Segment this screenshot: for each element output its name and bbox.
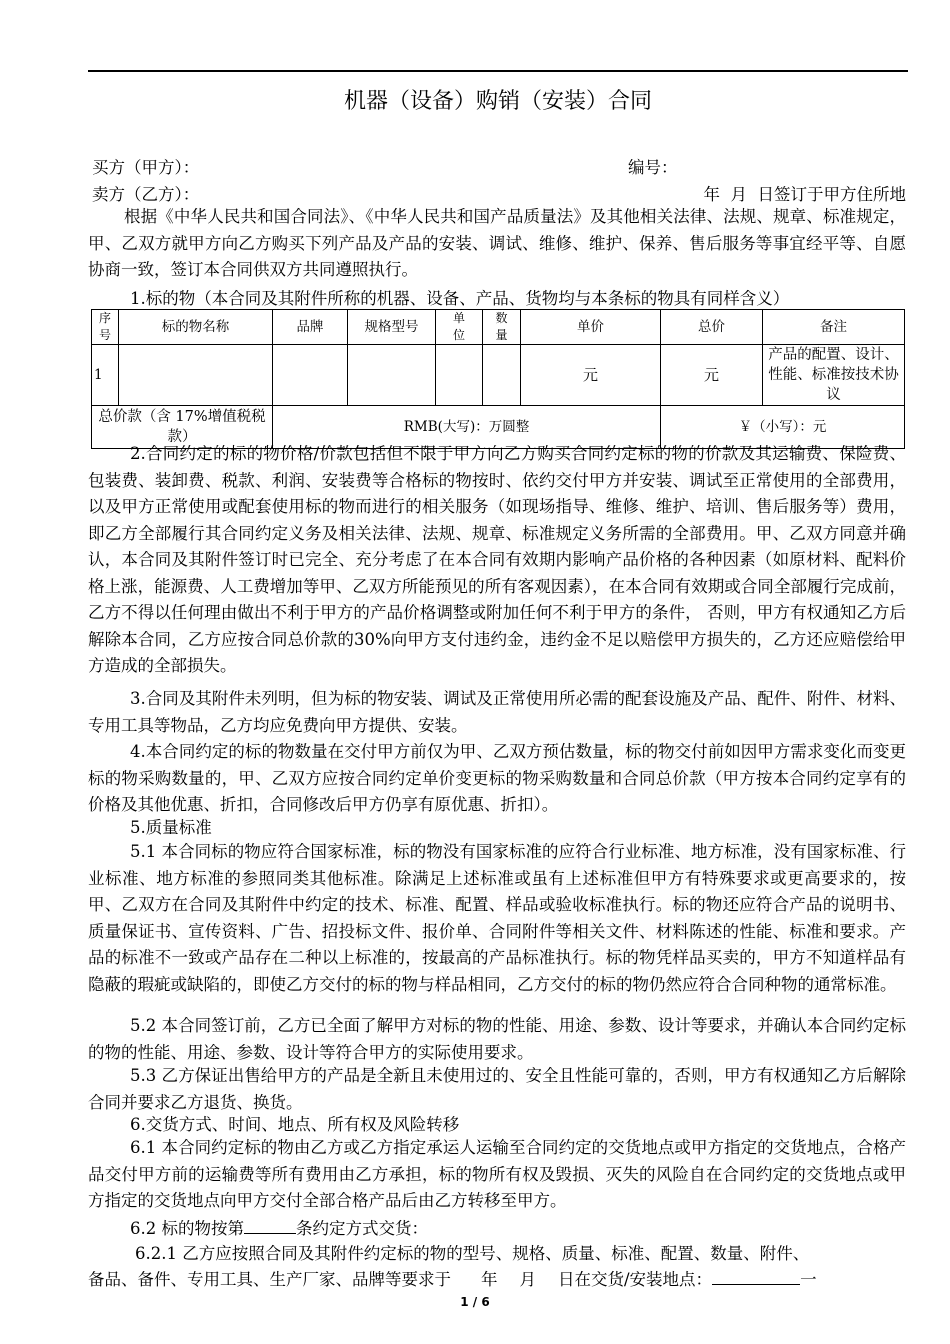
header-name: 标的物名称 (119, 310, 273, 345)
document-title: 机器（设备）购销（安装）合同 (343, 89, 652, 114)
page-number: 1 / 6 (460, 1295, 490, 1309)
row-remark: 产品的配置、设计、性能、标准按技术协议 (763, 345, 905, 406)
section-6-2-1-text-a: 备品、备件、专用工具、生产厂家、品牌等要求于 (88, 1270, 451, 1289)
header-price: 单价 (521, 310, 661, 345)
section-6-2-text-b: 条约定方式交货： (296, 1219, 428, 1238)
signing-info: 年 月 日签订于甲方住所地 (703, 185, 906, 204)
total-upper: RMB(大写)：万圆整 (273, 406, 661, 449)
section-2-paragraph: 2.合同约定的标的物价格/价款包括但不限于甲方向乙方购买合同约定标的物的价款及其运输费、保险费、包装费、装卸费、税款、利润、安装费等合格标的物按时、依约交付甲方并安装、调试至正常使用的全部费用，以及甲方正常使用或配套使用标的物而进行的相关服务（如现场指导、维修、维护、培训、售后服务等）费用，即乙方全部履行其合同约定义务及相关法律、法规、规章、标准规定义务所需的全部费用。甲、乙双方同意并确认，本合同及其附件签订时已完全、充分考虑了在本合同有效期内影响产品价格的各种因素（如原材料、配料价格上涨，能源费、人工费增加等甲、乙双方所能预见的所有客观因素），在本合同有效期或合同全部履行完成前，乙方不得以任何理由做出不利于甲方的产品价格调整或附加任何不利于甲方的条件， 否则，甲方有权通知乙方后解除本合同，乙方应按合同总价款的30%向甲方支付违约金，违约金不足以赔偿甲方损失的，乙方还应赔偿给甲方造成的全部损失。 (88, 444, 906, 675)
row-qty (483, 345, 521, 406)
header-qty: 数量 (483, 310, 521, 345)
row-price: 元 (521, 345, 661, 406)
section-6-2-line (130, 1215, 428, 1239)
delivery-location-blank (712, 1268, 800, 1285)
section-3-paragraph: 3.合同及其附件未列明，但为标的物安装、调试及正常使用所必需的配套设施及产品、配件、附件、材料、专用工具等物品，乙方均应免费向甲方提供、安装。 (88, 689, 906, 735)
row-model (348, 345, 436, 406)
row-brand (273, 345, 348, 406)
total-label: 总价款（含 17%增值税税款） (92, 406, 273, 449)
section-5-3-paragraph: 5.3 乙方保证出售给甲方的产品是全新且未使用过的、安全且性能可靠的，否则，甲方有权通知乙方后解除合同并要求乙方退货、换货。 (88, 1066, 906, 1112)
header-brand: 品牌 (273, 310, 348, 345)
section-5-1-paragraph: 5.1 本合同标的物应符合国家标准，标的物没有国家标准的应符合行业标准、地方标准，没有国家标准、行业标准、地方标准的参照同类其他标准。除满足上述标准或虽有上述标准但甲方有特殊要求或更高要求的，按甲、乙双方在合同及其附件中约定的技术、标准、配置、样品或验收标准执行。标的物还应符合产品的说明书、质量保证书、宣传资料、广告、招投标文件、报价单、合同附件等相关文件、材料陈述的性能、标准和要求。产品的标准不一致或产品存在二种以上标准的，按最高的产品标准执行。标的物凭样品买卖的，甲方不知道样品有隐蔽的瑕疵或缺陷的，即使乙方交付的标的物与样品相同，乙方交付的标的物仍然应符合合同种物的通常标准。 (88, 842, 906, 994)
header-rule (88, 70, 908, 72)
row-name (119, 345, 273, 406)
seller-label: 卖方（乙方）： (92, 185, 200, 204)
buyer-label: 买方（甲方）： (92, 158, 200, 177)
header-no: 序号 (92, 310, 119, 345)
section-6-2-1-year: 年 (481, 1270, 498, 1289)
contract-number-label: 编号： (628, 158, 678, 177)
section-6-heading: 6.交货方式、时间、地点、所有权及风险转移 (130, 1115, 460, 1134)
section-4-paragraph: 4.本合同约定的标的物数量在交付甲方前仅为甲、乙双方预估数量，标的物交付前如因甲方需求变化而变更标的物采购数量的，甲、乙双方应按合同约定单价变更标的物采购数量和合同总价款（甲方按本合同约定享有的价格及其他优惠、折扣，合同修改后甲方仍享有原优惠、折扣）。 (88, 742, 906, 814)
delivery-clause-blank (244, 1217, 296, 1234)
header-model: 规格型号 (348, 310, 436, 345)
row-total: 元 (661, 345, 763, 406)
section-1-heading: 1.标的物（本合同及其附件所称的机器、设备、产品、货物均与本条标的物具有同样含义） (130, 289, 790, 308)
section-6-2-1-day-location: 日在交货/安装地点： (558, 1270, 713, 1289)
intro-paragraph: 根据《中华人民共和国合同法》、《中华人民共和国产品质量法》及其他相关法律、法规、规章、标准规定，甲、乙双方就甲方向乙方购买下列产品及产品的安装、调试、维修、维护、保养、售后服务等事宜经平等、自愿协商一致，签订本合同供双方共同遵照执行。 (88, 207, 906, 279)
table-row (92, 345, 905, 406)
header-remark: 备注 (763, 310, 905, 345)
section-6-2-1-month: 月 (519, 1270, 536, 1289)
header-unit: 单位 (436, 310, 483, 345)
section-6-2-1-line1: 6.2.1 乙方应按照合同及其附件约定标的物的型号、规格、质量、标准、配置、数量、附件、 (135, 1244, 810, 1263)
section-5-2-paragraph: 5.2 本合同签订前，乙方已全面了解甲方对标的物的性能、用途、参数、设计等要求，并确认本合同约定标的物的性能、用途、参数、设计等符合甲方的实际使用要求。 (88, 1016, 906, 1062)
items-table (91, 309, 905, 449)
header-total: 总价 (661, 310, 763, 345)
section-6-1-paragraph: 6.1 本合同约定标的物由乙方或乙方指定承运人运输至合同约定的交货地点或甲方指定的交货地点，合格产品交付甲方前的运输费等所有费用由乙方承担，标的物所有权及毁损、灭失的风险自在合同约定的交货地点或甲方指定的交货地点向甲方交付全部合格产品后由乙方转移至甲方。 (88, 1138, 906, 1210)
total-lower: ￥（小写）：元 (661, 406, 905, 449)
section-6-2-1-text-e: 一 (800, 1270, 817, 1289)
section-5-heading: 5.质量标准 (130, 818, 212, 837)
row-unit (436, 345, 483, 406)
table-header-row (92, 310, 905, 345)
section-6-2-1-line2 (88, 1266, 817, 1290)
section-6-2-text-a: 6.2 标的物按第 (130, 1219, 244, 1238)
row-no: 1 (92, 345, 119, 406)
